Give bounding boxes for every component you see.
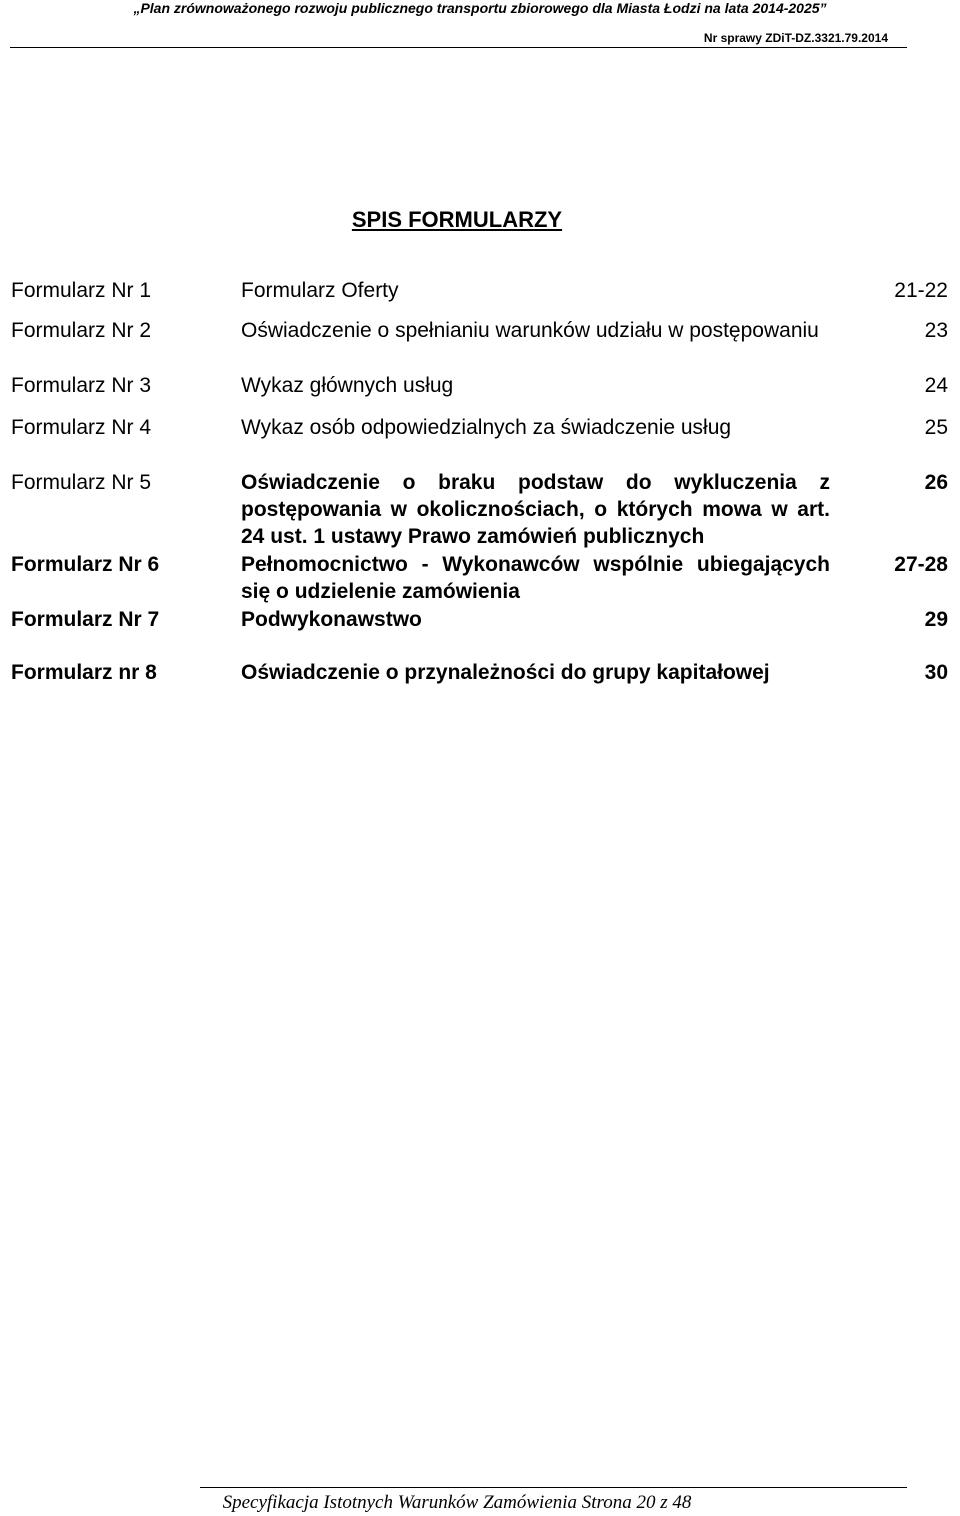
form-name: Oświadczenie o braku podstaw do wykluczenia z postępowania w okolicznościach, o których mowa w art. 24 ust. 1 ustawy Prawo zamówień publicznych <box>241 471 830 548</box>
form-pages: 25 <box>924 416 948 439</box>
form-number: Formularz Nr 6 <box>11 553 160 576</box>
form-name: Oświadczenie o spełnianiu warunków udziału w postępowaniu <box>241 319 819 342</box>
form-number: Formularz Nr 7 <box>11 608 160 631</box>
form-name: Pełnomocnictwo - Wykonawców wspólnie ubiegających się o udzielenie zamówienia <box>241 553 830 603</box>
form-name: Podwykonawstwo <box>241 608 422 631</box>
form-number: Formularz Nr 5 <box>11 471 152 494</box>
footer-divider <box>200 1487 907 1488</box>
page-footer: Specyfikacja Istotnych Warunków Zamówienia Strona 20 z 48 <box>222 1492 692 1513</box>
forms-table <box>0 274 959 717</box>
form-name: Oświadczenie o przynależności do grupy kapitałowej <box>241 661 770 684</box>
form-pages: 27-28 <box>894 553 948 576</box>
table-row <box>0 659 959 717</box>
form-number: Formularz Nr 2 <box>11 319 152 342</box>
table-row <box>0 274 959 317</box>
table-row <box>0 414 959 469</box>
form-name: Formularz Oferty <box>241 279 399 302</box>
form-pages: 29 <box>924 608 948 631</box>
form-name: Wykaz osób odpowiedzialnych za świadczenie usług <box>241 416 732 439</box>
header-divider <box>10 47 907 48</box>
document-title: SPIS FORMULARZY <box>351 207 563 232</box>
form-number: Formularz Nr 4 <box>11 416 152 439</box>
form-number: Formularz Nr 3 <box>11 374 152 397</box>
form-pages: 21-22 <box>894 279 948 302</box>
table-row <box>0 469 959 551</box>
form-pages: 24 <box>924 374 948 397</box>
form-name: Wykaz głównych usług <box>241 374 454 397</box>
form-pages: 23 <box>924 319 948 342</box>
case-number: Nr sprawy ZDiT-DZ.3321.79.2014 <box>703 31 888 45</box>
table-row <box>0 372 959 414</box>
table-row <box>0 551 959 606</box>
form-pages: 26 <box>924 471 948 494</box>
form-number: Formularz nr 8 <box>11 661 157 684</box>
table-row <box>0 317 959 372</box>
table-row <box>0 606 959 659</box>
header-title: „Plan zrównoważonego rozwoju publicznego transportu zbiorowego dla Miasta Łodzi na lata 2014-2025” <box>133 0 827 16</box>
form-pages: 30 <box>924 661 948 684</box>
form-number: Formularz Nr 1 <box>11 279 152 302</box>
